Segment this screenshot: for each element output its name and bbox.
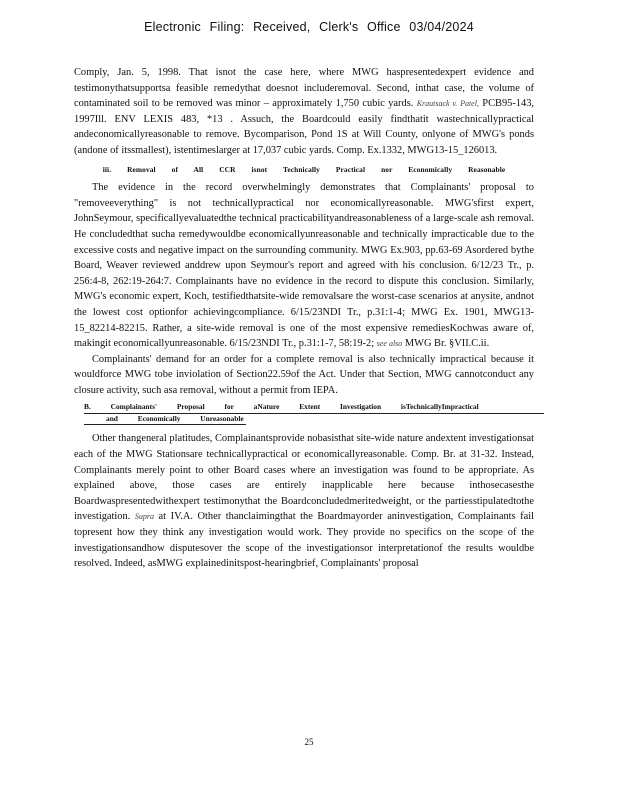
text-run: The evidence in the record overwhelmingly demonstrates that Complainants' proposal to "removeeverything" is not technicallypractical nor economicallyreasonable. MWG'sfirst expert, JohnSeymour, specificallyevaluatedthe technical practicabilityandreasonableness of a large-scale ash removal. He concludedthat sucha remedywouldbe economicallyunreasonable and technically impracticable due to the excessive costs and negative impact on the surrounding community. MWG Ex.903, pp.63-69 Asordered bythe Board, Weaver reviewed anddrew upon Seymour's report and agreed with his conclusion. 6/12/23 Tr., p. 256:4-8, 262:19-264:7. Complainants have no evidence in the record to dispute this conclusion. Similarly, MWG's economic expert, Koch, testifiedthatsite-wide removalsare the worst-case scenarios at anysite, andnot the lowest cost optionfor achievingcompliance. 6/15/23NDI Tr., p.31:1-4; MWG Ex. 1901, MWG13-15_82214-82215. Rather, a site-wide removal is one of the most expensive remediesKochwas aware of, makingit economicallyunreasonable. 6/15/23NDI Tr., p.31:1-7, 58:19-2;	[74, 182, 534, 350]
paragraph-4	[74, 431, 534, 571]
see-also-citation: see also	[376, 339, 403, 349]
text-run: Other thangeneral platitudes, Complainantsprovide nobasisthat site-wide nature andextent investigationsat each of the MWG Stationsare technicallypractical or economicallyreasonable. Comp. Br. at 31-32. Instead, Complainants merely point to other Board cases where an investigation was found to be appropriate. As explained above, those cases are entirely inapplicable here because inthosecasesthe Boardwaspresentedwithexpert testimonythat the Boardconcludedmeritedweight, or the partiesstipulatedtothe investigation.	[74, 433, 534, 523]
case-citation: Krautsack v. Patel,	[416, 99, 479, 109]
filing-header: Electronic Filing: Received, Clerk's Office 03/04/2024	[144, 20, 474, 34]
text-run: at IV.A. Other thanclaimingthat the Boardmayorder aninvestigation, Complainants fail topresent how they think any investigation would work. They provide no specifics on the scope of the investigationsandhow disputesover the scope of the investigationsor interpretationof the results wouldbe resolved. Indeed, asMWG explainedinitspost-hearingbrief, Complainants' proposal	[74, 511, 534, 570]
heading-b-line2: and Economically Unreasonable	[84, 414, 246, 425]
paragraph-2	[74, 180, 534, 352]
paragraph-1	[74, 65, 534, 159]
section-heading-iii: iii. Removal of All CCR isnot Technically Practical nor Economically Reasonable	[102, 164, 506, 174]
heading-b-line1: B. Complainants' Proposal for aNature Extent Investigation isTechnicallyImpractical	[84, 402, 544, 414]
text-run: MWG Br. §VII.C.ii.	[402, 338, 490, 350]
text-run: PCB95-143, 1997Ill. ENV LEXIS 483, *13 . Assuch, the Boardcould easily findthatit wastechnicallypractical andeconomicallyreasonable to remove. Bycomparison, Pond 1S at Will County, onlyone of MWG's ponds (andone of itssmallest), istentimeslarger at 17,037 cubic yards. Comp. Ex.1332, MWG13-15_126013.	[74, 98, 534, 156]
supra-citation: Supra	[134, 512, 154, 522]
paragraph-3: Complainants' demand for an order for a complete removal is also technically impractical because it wouldforce MWG tobe inviolation of Section22.59of the Act. Under that Section, MWG cannotconduct any closure activity, such asa removal, without a permit from IEPA.	[74, 353, 534, 396]
document-body	[74, 65, 534, 572]
page-number: 25	[304, 737, 314, 747]
section-heading-b	[84, 402, 534, 425]
text-run: Comply, Jan. 5, 1998. That isnot the case here, where MWG haspresentedexpert evidence and testimonythatsupportsa feasible remedythat doesnot includeremoval. Second, inthat case, the volume of contaminated soil to be removed was minor – approximately 1,750 cubic yards.	[74, 67, 534, 110]
